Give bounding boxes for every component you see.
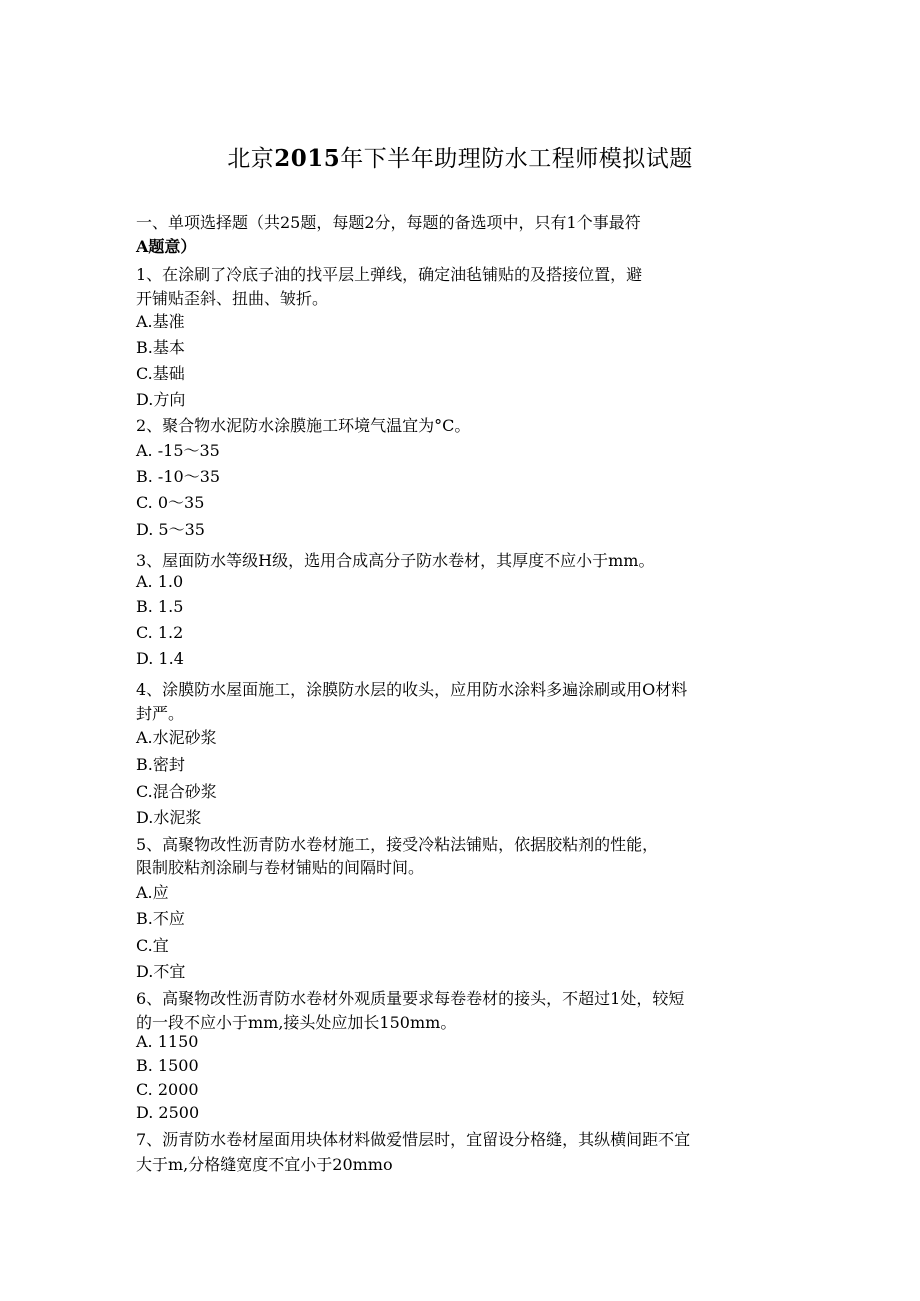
question-4-option-d: D.水泥浆: [136, 808, 202, 827]
section-heading-continued: A题意）: [136, 237, 197, 256]
question-6-option-d: D. 2500: [136, 1103, 200, 1122]
question-5-option-b: B.不应: [136, 909, 185, 928]
question-4-option-c: C.混合砂浆: [136, 782, 217, 801]
question-6-text-continued: 的一段不应小于mm,接头处应加长150mm。: [136, 1013, 457, 1032]
question-3-option-c: C. 1.2: [136, 623, 184, 642]
question-1-option-a: A.基准: [136, 312, 185, 331]
question-7-text: 7、沥青防水卷材屋面用块体材料做爱惜层时，宜留设分格缝，其纵横间距不宜: [136, 1130, 691, 1149]
question-1-option-c: C.基础: [136, 364, 185, 383]
title-prefix: 北京: [227, 146, 275, 172]
question-6-option-c: C. 2000: [136, 1080, 199, 1099]
question-3-text: 3、屋面防水等级H级，选用合成高分子防水卷材，其厚度不应小于mm。: [136, 551, 655, 570]
section-heading: 一、单项选择题（共25题，每题2分，每题的备选项中，只有1个事最符: [136, 213, 641, 232]
question-4-text: 4、涂膜防水屋面施工，涂膜防水层的收头，应用防水涂料多遍涂刷或用O材料: [136, 680, 688, 699]
question-5-option-c: C.宜: [136, 936, 169, 955]
question-6-text: 6、高聚物改性沥青防水卷材外观质量要求每卷卷材的接头，不超过1处，较短: [136, 989, 685, 1008]
question-2-option-b: B. -10～35: [136, 467, 221, 486]
question-5-option-d: D.不宜: [136, 962, 186, 981]
question-1-text: 1、在涂刷了冷底子油的找平层上弹线，确定油毡铺贴的及搭接位置，避: [136, 265, 643, 284]
question-6-option-a: A. 1150: [136, 1032, 199, 1051]
question-2-option-c: C. 0～35: [136, 493, 205, 512]
question-2-text: 2、聚合物水泥防水涂膜施工环境气温宜为°C。: [136, 416, 471, 435]
question-4-option-a: A.水泥砂浆: [136, 728, 217, 747]
question-5-option-a: A.应: [136, 883, 169, 902]
question-1-text-continued: 开铺贴歪斜、扭曲、皱折。: [136, 289, 329, 308]
question-6-option-b: B. 1500: [136, 1056, 199, 1075]
question-2-option-d: D. 5～35: [136, 520, 205, 539]
title-year: 2015: [274, 145, 341, 172]
question-4-option-b: B.密封: [136, 755, 185, 774]
question-3-option-a: A. 1.0: [136, 572, 184, 591]
question-3-option-d: D. 1.4: [136, 649, 184, 668]
question-1-option-b: B.基本: [136, 338, 185, 357]
question-4-text-continued: 封严。: [136, 704, 185, 723]
question-2-option-a: A. -15～35: [136, 441, 220, 460]
document-title: [0, 140, 920, 173]
question-5-text: 5、高聚物改性沥青防水卷材施工，接受冷粘法铺贴，依据胶粘剂的性能，: [136, 835, 659, 854]
question-7-text-continued: 大于m,分格缝宽度不宜小于20mmo: [136, 1155, 393, 1174]
question-3-option-b: B. 1.5: [136, 597, 184, 616]
question-5-text-continued: 限制胶粘剂涂刷与卷材铺贴的间隔时间。: [136, 858, 425, 877]
question-1-option-d: D.方向: [136, 390, 186, 409]
title-suffix: 年下半年助理防水工程师模拟试题: [340, 146, 693, 172]
